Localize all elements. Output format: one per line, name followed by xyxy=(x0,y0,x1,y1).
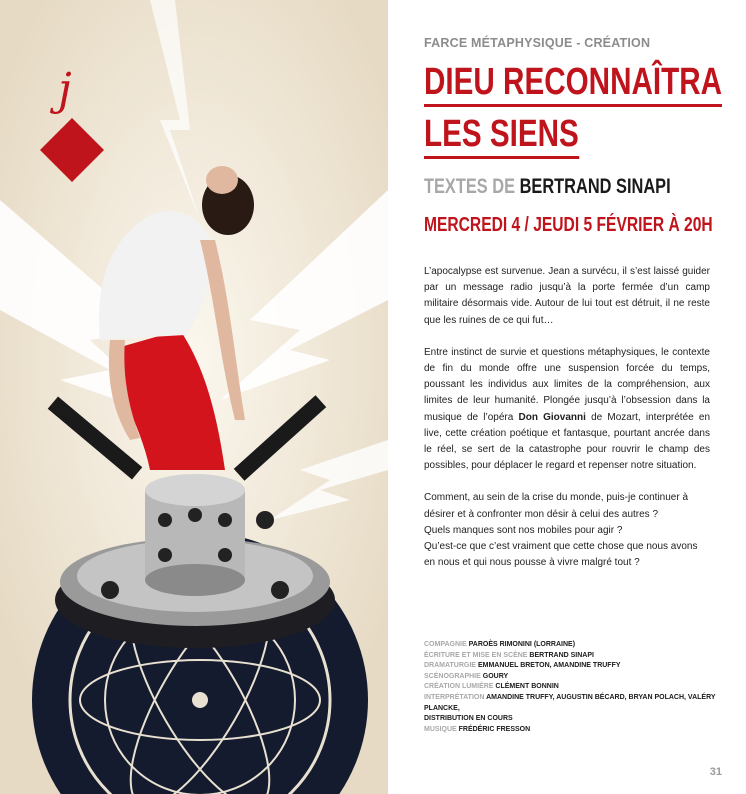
author-line xyxy=(424,175,671,199)
page-number: 31 xyxy=(709,766,722,778)
credit-value: CLÉMENT BONNIN xyxy=(493,683,559,691)
credit-line xyxy=(424,714,724,725)
credit-value: DISTRIBUTION EN COURS xyxy=(424,715,513,723)
credit-line xyxy=(424,682,724,693)
credit-value: FRÉDÉRIC FRESSON xyxy=(456,725,531,733)
credit-line xyxy=(424,725,724,736)
credit-value: PAROÈS RIMONINI (LORRAINE) xyxy=(468,641,576,648)
credit-role: SCÉNOGRAPHIE xyxy=(424,672,481,680)
credit-role: COMPAGNIE xyxy=(424,641,467,648)
paragraph-1: L’apocalypse est survenue. Jean a survécu, il s’est laissé guider par un message radio jusqu’à la porte fermée d’un camp militaire désormais vide. Autour de lui tout est détruit, il ne reste que les ruines de ce qui fut… xyxy=(424,266,710,326)
author-prefix: TEXTES DE xyxy=(424,175,516,198)
credit-line xyxy=(424,672,724,683)
card-letter: j xyxy=(58,64,72,115)
opera-title: Don Giovanni xyxy=(518,411,586,423)
paragraph-2 xyxy=(424,345,710,475)
paragraph-3-line-3: Qu’est-ce que c’est vraiment que cette chose que nous avons en nous et qui nous pousse à vivre malgré tout ? xyxy=(424,541,698,569)
paragraph-3-line-2: Quels manques sont nos mobiles pour agir ? xyxy=(424,524,623,536)
credit-role: CRÉATION LUMIÈRE xyxy=(424,683,494,691)
credit-role: INTERPRÉTATION xyxy=(424,693,485,701)
paragraph-2-end: de Mozart, interprétée en live, cette création poétique et fantasque, pourtant ancrée dans le réel, se sert de la catastrophe pour rouvrir le champ des possibles, pour déplacer le regard et repenser notre situation. xyxy=(424,411,710,472)
genre-kicker: FARCE MÉTAPHYSIQUE - CRÉATION xyxy=(424,36,651,50)
credit-line xyxy=(424,651,724,662)
credit-value: GOURY xyxy=(482,672,509,680)
title-line-1 xyxy=(424,62,722,102)
credits-list xyxy=(424,640,724,735)
article-body xyxy=(424,264,710,587)
credit-line xyxy=(424,661,724,672)
title-line-2 xyxy=(424,114,579,154)
paragraph-3 xyxy=(424,490,710,571)
title-text-2: LES SIENS xyxy=(424,113,579,159)
credit-role: MUSIQUE xyxy=(424,725,457,733)
title-text-1: DIEU RECONNAÎTRA xyxy=(424,61,722,107)
paragraph-2-start: Entre instinct de survie et questions métaphysiques, le contexte de fin du monde offre une suspension forcée du temps, poussant les individus aux limites de la compréhension, aux limites de leur humanité. Plongée jusqu’à l’obsession dans la musique de l’opéra xyxy=(424,346,710,423)
performance-dates: MERCREDI 4 / JEUDI 5 FÉVRIER À 20H xyxy=(424,214,713,236)
credit-value: BERTRAND SINAPI xyxy=(529,651,594,659)
credit-value: AMANDINE TRUFFY, AUGUSTIN BÉCARD, BRYAN POLACH, VALÉRY PLANCKE, xyxy=(424,693,716,712)
credit-line xyxy=(424,693,724,714)
credit-value: EMMANUEL BRETON, AMANDINE TRUFFY xyxy=(477,662,621,670)
paragraph-3-line-1: Comment, au sein de la crise du monde, puis-je continuer à désirer et à confronter mon désir à celui des autres ? xyxy=(424,492,689,520)
credit-role: ÉCRITURE ET MISE EN SCÈNE xyxy=(424,651,528,659)
author-name: BERTRAND SINAPI xyxy=(519,175,671,198)
credit-role: DRAMATURGIE xyxy=(424,662,476,670)
credit-line xyxy=(424,640,724,651)
